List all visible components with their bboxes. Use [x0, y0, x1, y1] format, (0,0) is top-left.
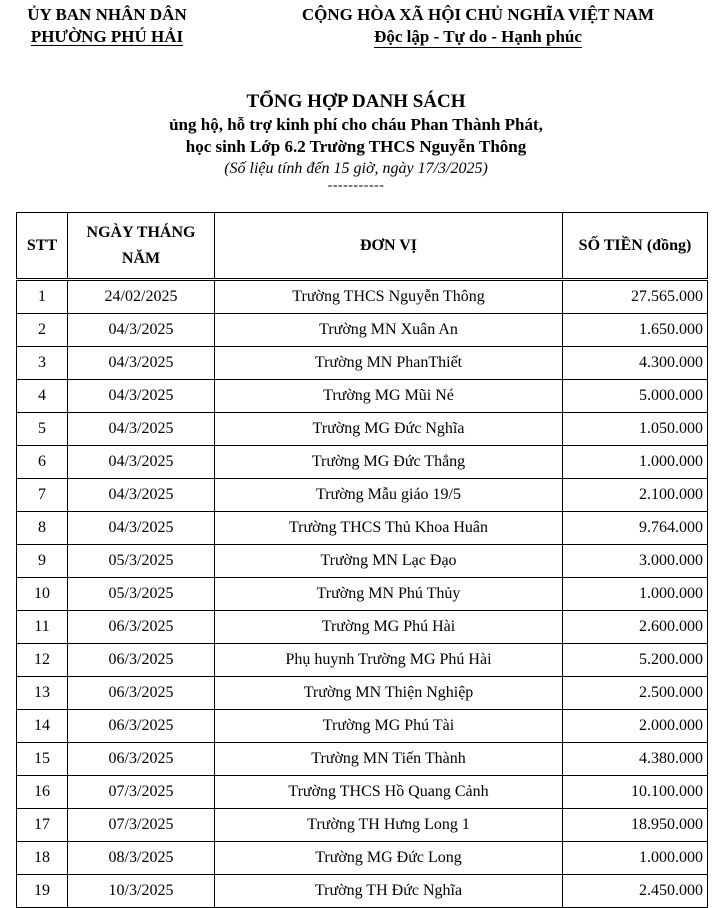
row-amount: 3.000.000	[563, 545, 708, 578]
row-unit: Trường TH Hưng Long 1	[215, 809, 563, 842]
row-amount: 1.000.000	[563, 842, 708, 875]
row-date: 24/02/2025	[68, 280, 215, 314]
row-unit: Trường MN Xuân An	[215, 314, 563, 347]
table-row	[17, 644, 708, 677]
row-unit: Trường Mẫu giáo 19/5	[215, 479, 563, 512]
col-header-stt: STT	[17, 213, 68, 280]
row-unit: Trường MG Mũi Né	[215, 380, 563, 413]
row-amount: 1.000.000	[563, 578, 708, 611]
document-subtitle-1: ủng hộ, hỗ trợ kinh phí cho cháu Phan Thành Phát,	[169, 115, 543, 134]
table-row	[17, 743, 708, 776]
table-row	[17, 875, 708, 908]
row-stt: 11	[17, 611, 68, 644]
row-amount: 2.450.000	[563, 875, 708, 908]
document-subtitle-2: học sinh Lớp 6.2 Trường THCS Nguyễn Thông	[185, 137, 527, 156]
row-amount: 5.000.000	[563, 380, 708, 413]
row-stt: 14	[17, 710, 68, 743]
row-date: 04/3/2025	[68, 479, 215, 512]
row-unit: Trường MN Lạc Đạo	[215, 545, 563, 578]
row-date: 10/3/2025	[68, 875, 215, 908]
table-row	[17, 314, 708, 347]
row-stt: 10	[17, 578, 68, 611]
row-amount: 27.565.000	[563, 280, 708, 314]
table-row	[17, 413, 708, 446]
row-unit: Trường MN Thiện Nghiệp	[215, 677, 563, 710]
row-stt: 12	[17, 644, 68, 677]
issuer-line-1: ỦY BAN NHÂN DÂN	[27, 5, 187, 24]
table-row	[17, 710, 708, 743]
table-row	[17, 280, 708, 314]
row-date: 06/3/2025	[68, 644, 215, 677]
document-title-block	[0, 90, 712, 193]
row-date: 04/3/2025	[68, 314, 215, 347]
row-unit: Trường THCS Hồ Quang Cảnh	[215, 776, 563, 809]
data-cutoff-note: (Số liệu tính đến 15 giờ, ngày 17/3/2025)	[224, 160, 488, 177]
row-unit: Trường MG Phú Hài	[215, 611, 563, 644]
row-amount: 2.100.000	[563, 479, 708, 512]
row-date: 05/3/2025	[68, 545, 215, 578]
issuer-line-2: PHƯỜNG PHÚ HẢI	[30, 27, 184, 46]
col-header-date: NGÀY THÁNG NĂM	[68, 213, 215, 280]
row-amount: 18.950.000	[563, 809, 708, 842]
row-date: 04/3/2025	[68, 512, 215, 545]
row-amount: 1.050.000	[563, 413, 708, 446]
table-row	[17, 842, 708, 875]
table-row	[17, 776, 708, 809]
row-amount: 2.000.000	[563, 710, 708, 743]
table-row	[17, 347, 708, 380]
row-unit: Trường MG Đức Nghĩa	[215, 413, 563, 446]
row-stt: 18	[17, 842, 68, 875]
table-row	[17, 578, 708, 611]
table-row	[17, 809, 708, 842]
row-stt: 7	[17, 479, 68, 512]
row-amount: 1.000.000	[563, 446, 708, 479]
row-amount: 10.100.000	[563, 776, 708, 809]
row-stt: 19	[17, 875, 68, 908]
motto: Độc lập - Tự do - Hạnh phúc	[374, 27, 582, 46]
row-amount: 4.380.000	[563, 743, 708, 776]
document-title: TỔNG HỢP DANH SÁCH	[246, 91, 466, 112]
table-body	[17, 280, 708, 908]
row-stt: 9	[17, 545, 68, 578]
col-header-unit: ĐƠN VỊ	[215, 213, 563, 280]
row-stt: 1	[17, 280, 68, 314]
row-stt: 8	[17, 512, 68, 545]
row-amount: 9.764.000	[563, 512, 708, 545]
row-unit: Trường MG Đức Long	[215, 842, 563, 875]
row-unit: Trường MN Tiến Thành	[215, 743, 563, 776]
row-unit: Trường MG Đức Thắng	[215, 446, 563, 479]
issuer-block	[0, 4, 214, 48]
table-row	[17, 545, 708, 578]
row-amount: 4.300.000	[563, 347, 708, 380]
table-row	[17, 380, 708, 413]
row-unit: Trường MN Phú Thủy	[215, 578, 563, 611]
row-date: 04/3/2025	[68, 413, 215, 446]
row-unit: Trường THCS Thủ Khoa Huân	[215, 512, 563, 545]
row-stt: 5	[17, 413, 68, 446]
row-amount: 1.650.000	[563, 314, 708, 347]
row-unit: Trường MN PhanThiết	[215, 347, 563, 380]
title-separator: -----------	[327, 178, 385, 193]
row-date: 06/3/2025	[68, 677, 215, 710]
row-stt: 4	[17, 380, 68, 413]
row-date: 04/3/2025	[68, 446, 215, 479]
donation-table	[16, 212, 708, 908]
row-date: 08/3/2025	[68, 842, 215, 875]
table-row	[17, 479, 708, 512]
row-date: 06/3/2025	[68, 743, 215, 776]
row-stt: 15	[17, 743, 68, 776]
row-date: 07/3/2025	[68, 776, 215, 809]
row-date: 06/3/2025	[68, 710, 215, 743]
row-date: 04/3/2025	[68, 380, 215, 413]
table-row	[17, 512, 708, 545]
row-amount: 2.600.000	[563, 611, 708, 644]
row-unit: Phụ huynh Trường MG Phú Hài	[215, 644, 563, 677]
table-row	[17, 446, 708, 479]
country-name: CỘNG HÒA XÃ HỘI CHỦ NGHĨA VIỆT NAM	[301, 5, 655, 24]
row-stt: 17	[17, 809, 68, 842]
row-unit: Trường THCS Nguyễn Thông	[215, 280, 563, 314]
row-stt: 13	[17, 677, 68, 710]
table-row	[17, 611, 708, 644]
row-amount: 2.500.000	[563, 677, 708, 710]
row-date: 04/3/2025	[68, 347, 215, 380]
col-header-amount: SỐ TIỀN (đồng)	[563, 213, 708, 280]
table-header-row	[17, 213, 708, 280]
row-unit: Trường TH Đức Nghĩa	[215, 875, 563, 908]
row-stt: 6	[17, 446, 68, 479]
row-stt: 3	[17, 347, 68, 380]
row-amount: 5.200.000	[563, 644, 708, 677]
row-stt: 16	[17, 776, 68, 809]
row-date: 05/3/2025	[68, 578, 215, 611]
row-date: 06/3/2025	[68, 611, 215, 644]
table-row	[17, 677, 708, 710]
row-date: 07/3/2025	[68, 809, 215, 842]
row-stt: 2	[17, 314, 68, 347]
row-unit: Trường MG Phú Tài	[215, 710, 563, 743]
national-motto-block	[256, 4, 700, 48]
